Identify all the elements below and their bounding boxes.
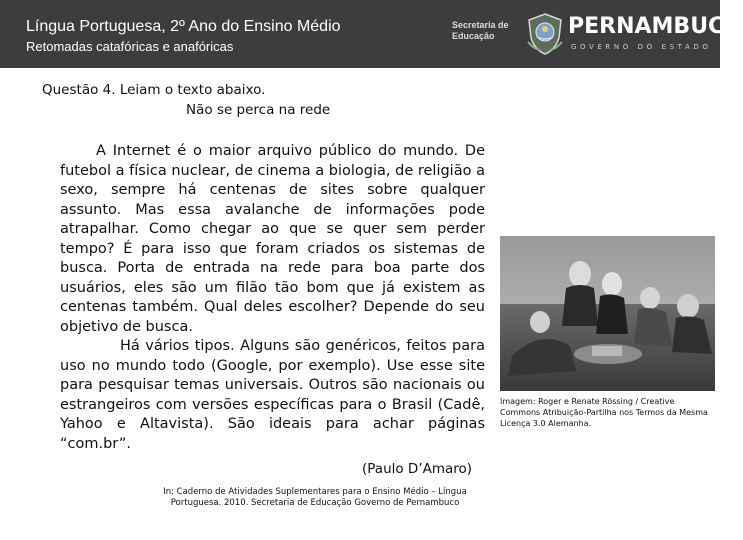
- header-bar: [0, 0, 743, 68]
- question-label: [42, 82, 265, 98]
- reading-text: [60, 142, 485, 454]
- question-number: Questão 4.: [42, 82, 116, 98]
- secretaria-label: [452, 20, 522, 42]
- brand-logo-text: PERNAMBUCO: [568, 14, 743, 39]
- children-photo: [500, 236, 715, 391]
- question-instruction: Leiam o texto abaixo.: [115, 82, 266, 98]
- secretaria-line-2: Educação: [452, 31, 495, 41]
- page-title: Língua Portuguesa, 2º Ano do Ensino Médio: [26, 18, 341, 35]
- state-crest-icon: [525, 12, 565, 56]
- page-subtitle: Retomadas catafóricas e anafóricas: [26, 39, 234, 54]
- image-caption: Imagem: Roger e Renate Rössing / Creative Commons Atribuição-Partilha nos Termos da Mesma Licença 3.0 Alemanha.: [500, 397, 708, 428]
- secretaria-line-1: Secretaria de: [452, 20, 509, 30]
- author-credit: (Paulo D’Amaro): [362, 461, 473, 477]
- paragraph-1: A Internet é o maior arquivo público do mundo. De futebol a física nuclear, de cinema a biologia, de religião a sexo, sempre há centenas de sites sobre qualquer assunto. Mas essa avalanche de informações pode atrapalhar. Como chegar ao que se quer sem perder tempo? É para isso que foram criados os sistemas de busca. Porta de entrada na rede para boa parte dos usuários, eles são um filão tão bom que já existem as centenas também. Qual deles escolher? Depende do seu objetivo de busca.: [60, 143, 485, 335]
- text-title: Não se perca na rede: [186, 102, 331, 118]
- source-citation: In: Caderno de Atividades Suplementares para o Ensino Médio – Língua Portuguesa. 2010. Secretaria de Educação Governo de Pernambuco: [163, 487, 467, 508]
- brand-subtitle: GOVERNO DO ESTADO: [571, 43, 712, 51]
- paragraph-2: Há vários tipos. Alguns são genéricos, feitos para uso no mundo todo (Google, por exemplo). Use esse site para pesquisar temas universais. Outros são nacionais ou estrangeiros com versões específicas para o Brasil (Cadê, Yahoo e Altavista). São ideais para achar páginas “com.br”.: [60, 338, 485, 452]
